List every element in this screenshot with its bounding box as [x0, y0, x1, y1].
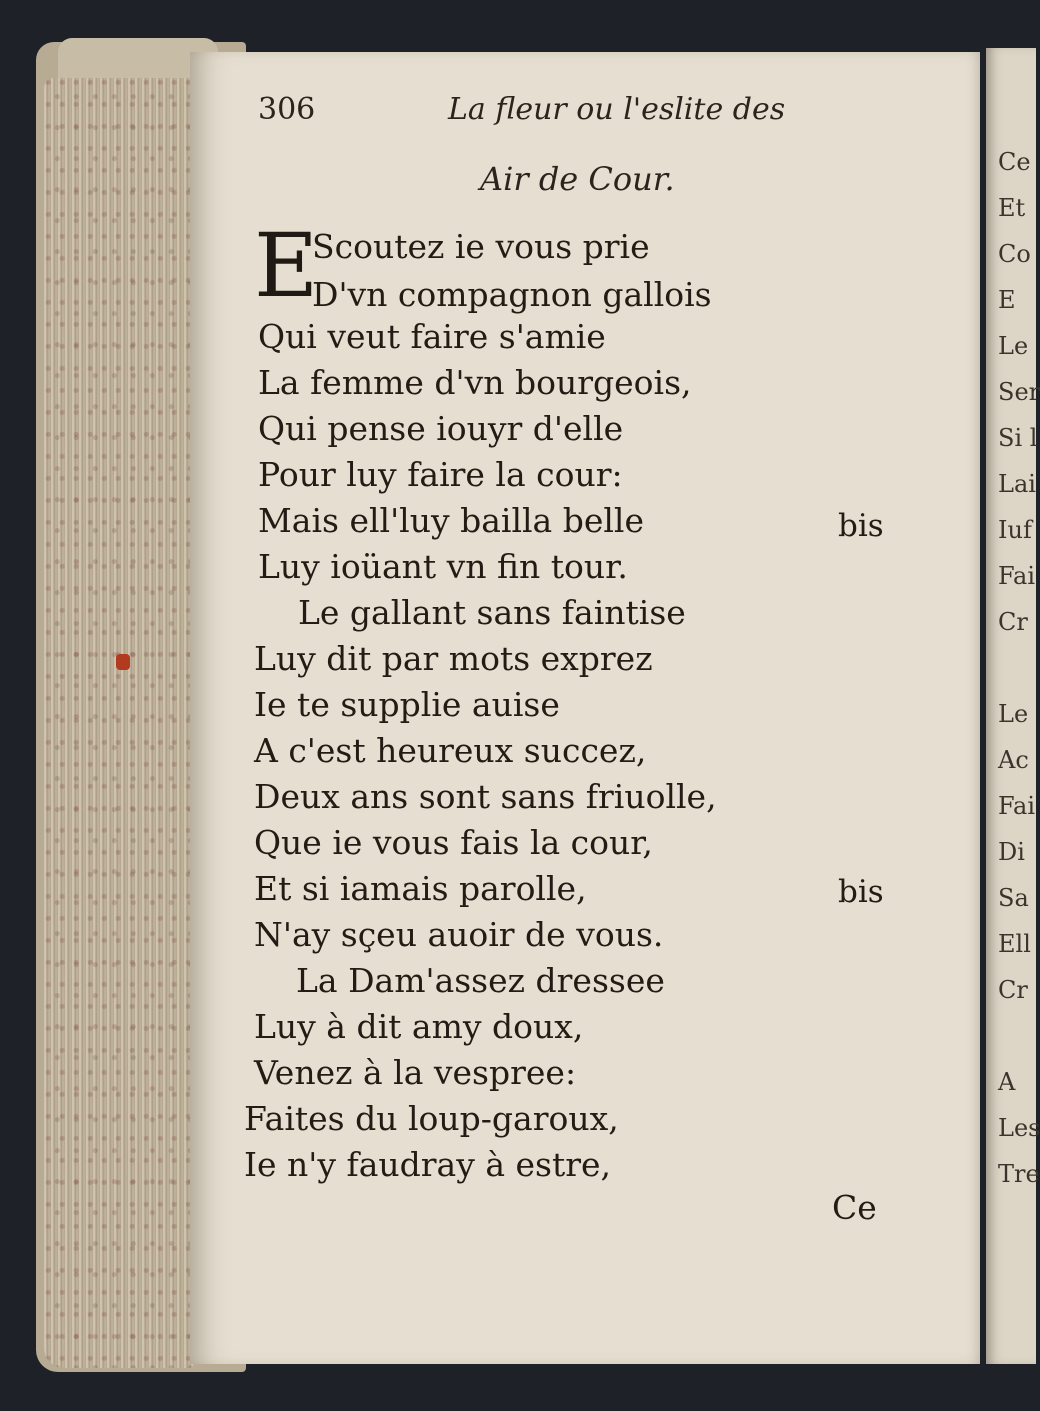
red-edge-mark	[116, 654, 130, 670]
facing-fragment: Fai	[998, 792, 1036, 820]
verse-line: Et si iamais parolle,	[254, 869, 587, 908]
facing-fragment: Co	[998, 240, 1031, 268]
facing-fragment: Fai	[998, 562, 1036, 590]
refrain-mark: bis	[838, 508, 884, 544]
facing-fragment: E	[998, 286, 1016, 314]
verse-line: Luy à dit amy doux,	[254, 1007, 584, 1046]
verse-line: D'vn compagnon gallois	[312, 275, 712, 314]
facing-fragment: Cr	[998, 976, 1028, 1004]
facing-fragment: Tre	[998, 1160, 1040, 1188]
verse-line: Luy ioüant vn fin tour.	[258, 547, 628, 586]
verse-line: Scoutez ie vous prie	[312, 227, 650, 266]
page-edges	[44, 78, 194, 1368]
facing-fragment: Et	[998, 194, 1026, 222]
facing-fragment: Si l	[998, 424, 1038, 452]
facing-fragment: Le	[998, 700, 1029, 728]
verse-line: Pour luy faire la cour:	[258, 455, 623, 494]
facing-fragment: Ell	[998, 930, 1031, 958]
facing-fragment: Les	[998, 1114, 1040, 1142]
verse-line: Deux ans sont sans friuolle,	[254, 777, 717, 816]
facing-fragment: Lai	[998, 470, 1036, 498]
facing-fragment: Iuf	[998, 516, 1032, 544]
verse-line: N'ay sçeu auoir de vous.	[254, 915, 664, 954]
verse-line: Le gallant sans faintise	[298, 593, 686, 632]
verse-line: La femme d'vn bourgeois,	[258, 363, 692, 402]
verse-line: Ie te supplie auise	[254, 685, 560, 724]
facing-fragment: Sa	[998, 884, 1029, 912]
verse-line: Qui veut faire s'amie	[258, 317, 606, 356]
running-title: La fleur ou l'eslite des	[448, 92, 786, 127]
facing-fragment: Ce	[998, 148, 1031, 176]
page-number: 306	[258, 92, 316, 127]
facing-fragment: Di	[998, 838, 1025, 866]
catchword: Ce	[832, 1188, 877, 1227]
facing-fragment: A	[998, 1068, 1016, 1096]
facing-fragment: Le	[998, 332, 1029, 360]
verse-line: Que ie vous fais la cour,	[254, 823, 653, 862]
section-title: Air de Cour.	[480, 160, 675, 198]
facing-fragment: Ser	[998, 378, 1040, 406]
drop-cap: E	[254, 214, 319, 317]
verse-line: Faites du loup-garoux,	[244, 1099, 619, 1138]
refrain-mark: bis	[838, 874, 884, 910]
verse-line: A c'est heureux succez,	[254, 731, 647, 770]
verse-line: Luy dit par mots exprez	[254, 639, 653, 678]
facing-fragment: Ac	[998, 746, 1029, 774]
verse-line: Ie n'y faudray à estre,	[244, 1145, 612, 1184]
verse-line: La Dam'assez dressee	[296, 961, 665, 1000]
verse-line: Mais ell'luy bailla belle	[258, 501, 645, 540]
verse-line: Venez à la vespree:	[254, 1053, 577, 1092]
verse-line: Qui pense iouyr d'elle	[258, 409, 624, 448]
facing-fragment: Cr	[998, 608, 1028, 636]
